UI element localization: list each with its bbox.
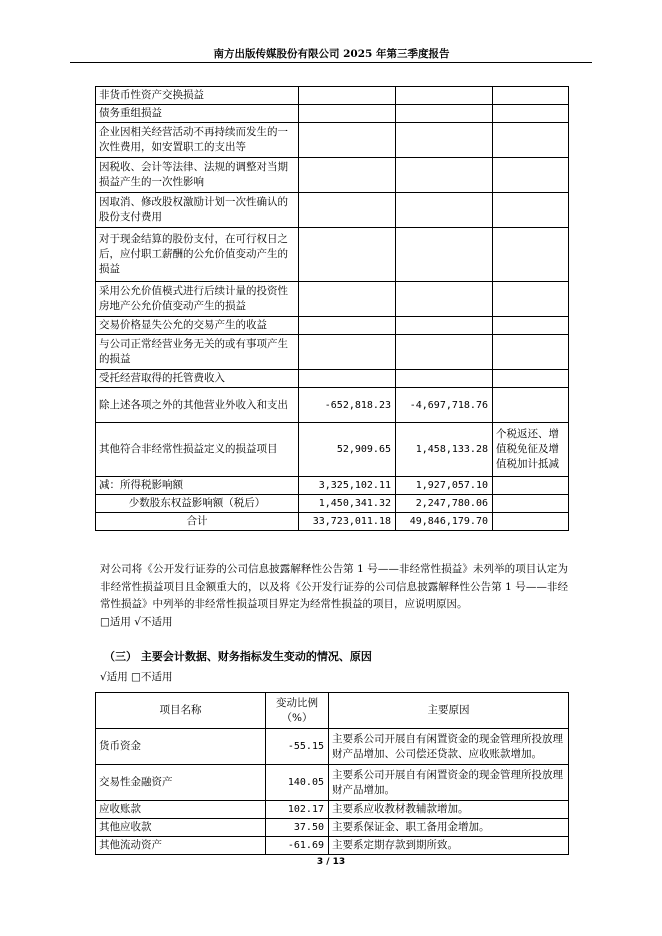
row-ytd <box>396 335 493 370</box>
row-note <box>493 335 569 370</box>
row-reason: 主要系应收教材教辅款增加。 <box>329 801 569 819</box>
row-ytd <box>396 105 493 123</box>
table-row <box>96 495 569 513</box>
explanation-paragraph: 对公司将《公开发行证券的公司信息披露解释性公告第 1 号——非经常性损益》未列举的项目认定为非经常性损益项目且金额重大的，以及将《公开发行证券的公司信息披露解释性公告第 1 号——非经常性损益》中列举的非经常性损益项目界定为经常性损益的项目，应说明原因。 <box>100 563 568 610</box>
row-note <box>493 158 569 193</box>
table-row <box>96 123 569 158</box>
non-recurring-gains-table <box>95 86 569 531</box>
row-note <box>493 87 569 105</box>
table-row <box>96 477 569 495</box>
row-reason: 主要系公司开展自有闲置资金的现金管理所投放理财产品增加。 <box>329 765 569 801</box>
row-ytd <box>396 193 493 228</box>
header-rule <box>70 62 592 63</box>
row-note <box>493 123 569 158</box>
row-ytd: 2,247,780.06 <box>396 495 493 513</box>
row-item: 债务重组损益 <box>96 105 299 123</box>
row-note: 个税返还、增值税免征及增值税加计抵减 <box>493 423 569 477</box>
report-header: 南方出版传媒股份有限公司 2025 年第三季度报告 <box>213 48 450 60</box>
row-item: 其他应收款 <box>96 819 266 837</box>
row-note <box>493 228 569 282</box>
row-ytd <box>396 282 493 317</box>
row-item: 其他流动资产 <box>96 837 266 855</box>
row-current <box>299 158 396 193</box>
table-row <box>96 335 569 370</box>
row-note <box>493 193 569 228</box>
row-ratio: 140.05 <box>266 765 329 801</box>
row-ytd <box>396 87 493 105</box>
change-reasons-table <box>95 692 569 855</box>
col-item-header: 项目名称 <box>96 693 266 729</box>
table-row <box>96 282 569 317</box>
row-note <box>493 477 569 495</box>
table-row <box>96 423 569 477</box>
row-ytd <box>396 228 493 282</box>
row-item: 应收账款 <box>96 801 266 819</box>
row-note <box>493 495 569 513</box>
row-ytd <box>396 317 493 335</box>
row-item: 交易价格显失公允的交易产生的收益 <box>96 317 299 335</box>
row-current <box>299 317 396 335</box>
row-note <box>493 105 569 123</box>
table-row <box>96 388 569 423</box>
table-row <box>96 317 569 335</box>
row-current <box>299 87 396 105</box>
row-ytd: -4,697,718.76 <box>396 388 493 423</box>
table-row-total <box>96 513 569 531</box>
page-number: 3 / 13 <box>316 857 346 867</box>
row-ytd <box>396 158 493 193</box>
row-current: 52,909.65 <box>299 423 396 477</box>
table-row <box>96 837 569 855</box>
table-row <box>96 801 569 819</box>
row-ytd: 1,458,133.28 <box>396 423 493 477</box>
row-item: 其他符合非经常性损益定义的损益项目 <box>96 423 299 477</box>
col-ratio-header: 变动比例（%） <box>266 693 329 729</box>
row-current: 33,723,011.18 <box>299 513 396 531</box>
table-row <box>96 228 569 282</box>
table-row <box>96 370 569 388</box>
row-item: 因税收、会计等法律、法规的调整对当期损益产生的一次性影响 <box>96 158 299 193</box>
row-item: 企业因相关经营活动不再持续而发生的一次性费用，如安置职工的支出等 <box>96 123 299 158</box>
row-ytd <box>396 123 493 158</box>
row-current <box>299 193 396 228</box>
row-ratio: -61.69 <box>266 837 329 855</box>
row-current: -652,818.23 <box>299 388 396 423</box>
table-row <box>96 105 569 123</box>
table-row <box>96 193 569 228</box>
row-item: 受托经营取得的托管费收入 <box>96 370 299 388</box>
row-item: 货币资金 <box>96 729 266 765</box>
row-ratio: 102.17 <box>266 801 329 819</box>
section-applicability-options: √适用 □不适用 <box>100 671 173 683</box>
row-current <box>299 282 396 317</box>
row-note <box>493 282 569 317</box>
row-item: 少数股东权益影响额（税后） <box>96 495 299 513</box>
row-item: 对于现金结算的股份支付，在可行权日之后，应付职工薪酬的公允价值变动产生的损益 <box>96 228 299 282</box>
row-item: 因取消、修改股权激励计划一次性确认的股份支付费用 <box>96 193 299 228</box>
row-ytd <box>396 370 493 388</box>
section-heading: （三） 主要会计数据、财务指标发生变动的情况、原因 <box>104 650 372 663</box>
row-current: 3,325,102.11 <box>299 477 396 495</box>
row-ytd: 1,927,057.10 <box>396 477 493 495</box>
row-note <box>493 317 569 335</box>
row-item: 减：所得税影响额 <box>96 477 299 495</box>
row-item: 采用公允价值模式进行后续计量的投资性房地产公允价值变动产生的损益 <box>96 282 299 317</box>
row-current <box>299 335 396 370</box>
row-reason: 主要系定期存款到期所致。 <box>329 837 569 855</box>
row-item: 合计 <box>96 513 299 531</box>
row-current <box>299 123 396 158</box>
row-item: 非货币性资产交换损益 <box>96 87 299 105</box>
row-reason: 主要系公司开展自有闲置资金的现金管理所投放理财产品增加、公司偿还贷款、应收账款增加。 <box>329 729 569 765</box>
row-note <box>493 370 569 388</box>
col-reason-header: 主要原因 <box>329 693 569 729</box>
row-ytd: 49,846,179.70 <box>396 513 493 531</box>
row-current <box>299 105 396 123</box>
row-item: 除上述各项之外的其他营业外收入和支出 <box>96 388 299 423</box>
row-current <box>299 228 396 282</box>
row-current <box>299 370 396 388</box>
table-row <box>96 819 569 837</box>
table-row <box>96 87 569 105</box>
row-item: 交易性金融资产 <box>96 765 266 801</box>
applicability-options: □适用 √不适用 <box>100 616 173 628</box>
table-header-row <box>96 693 569 729</box>
row-item: 与公司正常经营业务无关的或有事项产生的损益 <box>96 335 299 370</box>
row-note <box>493 513 569 531</box>
row-ratio: -55.15 <box>266 729 329 765</box>
table-row <box>96 729 569 765</box>
table-row <box>96 765 569 801</box>
row-note <box>493 388 569 423</box>
table-row <box>96 158 569 193</box>
row-ratio: 37.50 <box>266 819 329 837</box>
row-current: 1,450,341.32 <box>299 495 396 513</box>
row-reason: 主要系保证金、职工备用金增加。 <box>329 819 569 837</box>
